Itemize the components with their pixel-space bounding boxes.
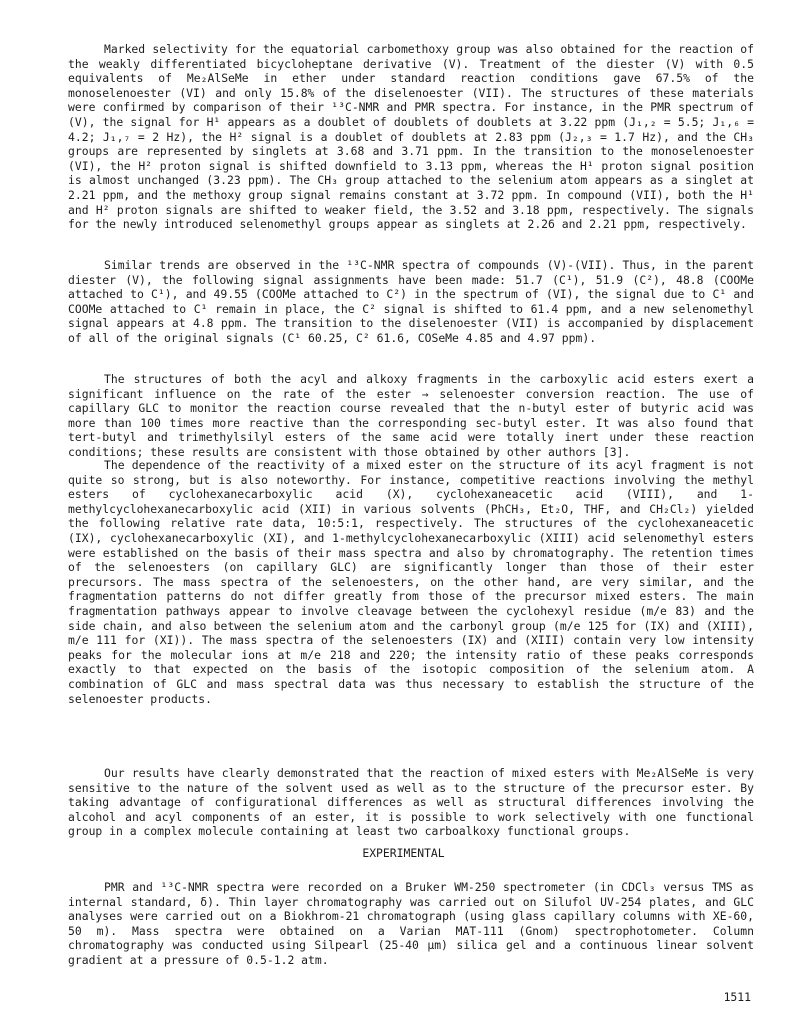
paragraph-conclusion: Our results have clearly demonstrated that the reaction of mixed esters with Me₂AlSeMe is very sensitive to the nature of the solvent used as well as to the structure of the precursor ester. By taking advantage of configurational differences as well as structural differences involving the alcohol and acyl components of an ester, it is possible to work selectively with one functional group in a complex molecule containing at least two carboalkoxy functional groups. — [68, 766, 754, 839]
section-heading-experimental: EXPERIMENTAL — [362, 846, 445, 860]
paragraph-experimental: PMR and ¹³C-NMR spectra were recorded on a Bruker WM-250 spectrometer (in CDCl₃ versus TMS as internal standard, δ). Thin layer chromatography was carried out on Silufol UV-254 plates, and GLC analyses were carried out on a Biokhrom-21 chromatograph (using glass capillary columns with XE-60, 50 m). Mass spectra were obtained on a Varian MAT-111 (Gnom) spectrophotometer. Column chromatography was conducted using Silpearl (25-40 μm) silica gel and a continuous linear solvent gradient at a pressure of 0.5-1.2 atm. — [68, 880, 754, 967]
paragraph-acyl-fragment-dependence: The dependence of the reactivity of a mixed ester on the structure of its acyl fragment is not quite so strong, but is also noteworthy. For instance, competitive reactions involving the methyl esters of cyclohexanecarboxylic acid (X), cyclohexaneacetic acid (VIII), and 1-methylcyclohexanecarboxylic acid (XII) in various solvents (PhCH₃, Et₂O, THF, and CH₂Cl₂) yielded the following relative rate data, 10:5:1, respectively. The structures of the cyclohexaneacetic (IX), cyclohexanecarboxylic (XI), and 1-methylcyclohexanecarboxylic (XIII) acid selenomethyl esters were established on the basis of their mass spectra and also by chromatography. The retention times of the selenoesters (on capillary GLC) are significantly longer than those of their ester precursors. The mass spectra of the selenoesters, on the other hand, are very similar, and the fragmentation patterns do not differ greatly from those of the precursor mixed esters. The main fragmentation pathways appear to involve cleavage between the cyclohexyl residue (m/e 83) and the side chain, and also between the selenium atom and the carbonyl group (m/e 125 for (IX) and (XIII), m/e 111 for (XI)). The mass spectra of the selenoesters (IX) and (XIII) contain very low intensity peaks for the molecular ions at m/e 218 and 220; the intensity ratio of these peaks corresponds exactly to that expected on the basis of the isotopic composition of the selenium atom. A combination of GLC and mass spectral data was thus necessary to establish the structure of the selenoester products. — [68, 458, 754, 706]
paragraph-13c-nmr-trends: Similar trends are observed in the ¹³C-NMR spectra of compounds (V)-(VII). Thus, in the parent diester (V), the following signal assignments have been made: 51.7 (C¹), 51.9 (C²), 48.8 (COOMe attached to C¹), and 49.55 (COOMe attached to C²) in the spectrum of (VI), the signal due to C¹ and COOMe attached to C¹ remain in place, the C² signal is shifted to 61.4 ppm, and a new selenomethyl signal appears at 4.8 ppm. The transition to the diselenoester (VII) is accompanied by displacement of all of the original signals (C¹ 60.25, C² 61.6, COSeMe 4.85 and 4.97 ppm). — [68, 258, 754, 345]
paragraph-bicycloheptane-selectivity: Marked selectivity for the equatorial carbomethoxy group was also obtained for the reaction of the weakly differentiated bicycloheptane derivative (V). Treatment of the diester (V) with 0.5 equivalents of Me₂AlSeMe in ether under standard reaction conditions gave 67.5% of the monoselenoester (VI) and only 15.8% of the diselenoester (VII). The structures of these materials were confirmed by comparison of their ¹³C-NMR and PMR spectra. For instance, in the PMR spectrum of (V), the signal for H¹ appears as a doublet of doublets of doublets at 3.22 ppm (J₁,₂ = 5.5; J₁,₆ = 4.2; J₁,₇ = 2 Hz), the H² signal is a doublet of doublets at 2.83 ppm (J₂,₃ = 1.7 Hz), and the CH₃ groups are represented by singlets at 3.68 and 3.71 ppm. In the transition to the monoselenoester (VI), the H² proton signal is shifted downfield to 3.13 ppm, whereas the H¹ proton signal position is almost unchanged (3.23 ppm). The CH₃ group attached to the selenium atom appears as a singlet at 2.21 ppm, and the methoxy group signal remains constant at 3.72 ppm. In compound (VII), both the H¹ and H² proton signals are shifted to weaker field, the 3.52 and 3.18 ppm, respectively. The signals for the newly introduced selenomethyl groups appear as singlets at 2.26 and 2.21 ppm, respectively. — [68, 42, 754, 232]
page-number: 1511 — [723, 990, 751, 1004]
paragraph-acyl-alkoxy-influence: The structures of both the acyl and alkoxy fragments in the carboxylic acid esters exert a significant influence on the rate of the ester → selenoester conversion reaction. The use of capillary GLC to monitor the reaction course revealed that the n-butyl ester of butyric acid was more than 100 times more reactive than the corresponding sec-butyl ester. It was also found that tert-butyl and trimethylsilyl esters of the same acid were totally inert under these reaction conditions; these results are consistent with those obtained by other authors [3]. — [68, 372, 754, 459]
